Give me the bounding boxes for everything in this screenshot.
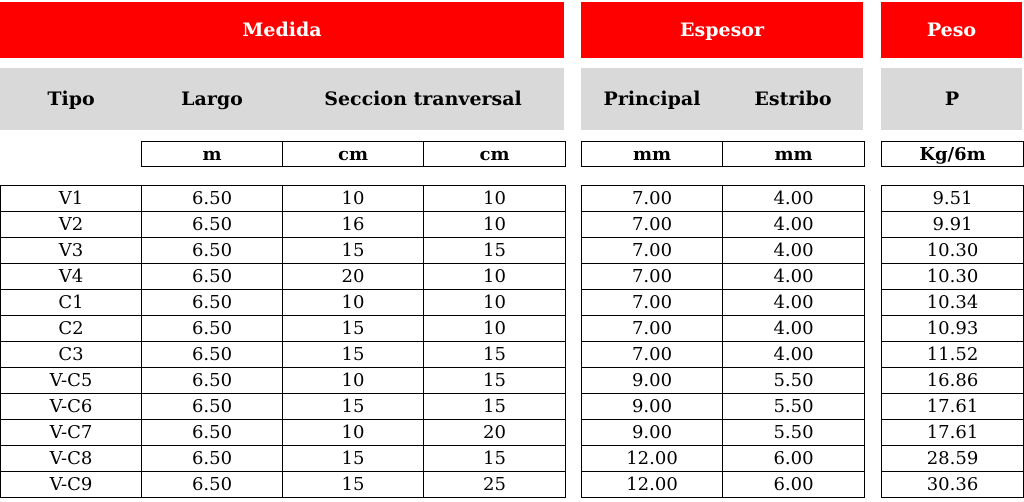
table-row (1, 186, 566, 212)
cell-seccion-a: 15 (283, 446, 424, 472)
cell-seccion-b: 25 (424, 472, 566, 498)
cell-peso: 10.30 (882, 264, 1024, 290)
cell-seccion-a: 15 (283, 472, 424, 498)
table-row (1, 342, 566, 368)
column-header-espesor-band (581, 68, 863, 130)
unit-seccion-a: cm (283, 142, 424, 167)
cell-estribo: 6.00 (723, 472, 865, 498)
group-header-espesor-label: Espesor (680, 19, 764, 41)
table-row (882, 264, 1024, 290)
table-row (882, 238, 1024, 264)
column-header-tipo: Tipo (47, 88, 95, 110)
unit-seccion-b: cm (424, 142, 566, 167)
cell-largo: 6.50 (142, 446, 283, 472)
cell-tipo: V1 (1, 186, 142, 212)
column-header-medida-band (0, 68, 564, 130)
unit-largo: m (142, 142, 283, 167)
cell-seccion-a: 15 (283, 394, 424, 420)
table-row (582, 186, 865, 212)
table-row (1, 394, 566, 420)
cell-seccion-a: 15 (283, 238, 424, 264)
cell-seccion-b: 20 (424, 420, 566, 446)
cell-seccion-b: 10 (424, 290, 566, 316)
cell-estribo: 4.00 (723, 238, 865, 264)
cell-seccion-a: 16 (283, 212, 424, 238)
cell-largo: 6.50 (142, 290, 283, 316)
cell-peso: 10.93 (882, 316, 1024, 342)
table-row (582, 264, 865, 290)
cell-tipo: V-C9 (1, 472, 142, 498)
cell-principal: 7.00 (582, 290, 723, 316)
group-header-peso (881, 2, 1022, 58)
data-table-peso (881, 185, 1024, 498)
cell-principal: 7.00 (582, 186, 723, 212)
cell-principal: 7.00 (582, 212, 723, 238)
units-row-medida (141, 141, 566, 167)
group-header-medida (0, 2, 564, 58)
table-row (1, 238, 566, 264)
unit-peso: Kg/6m (882, 142, 1024, 167)
cell-largo: 6.50 (142, 212, 283, 238)
cell-estribo: 5.50 (723, 420, 865, 446)
table-row (1, 446, 566, 472)
cell-principal: 7.00 (582, 238, 723, 264)
cell-principal: 7.00 (582, 316, 723, 342)
table-row (1, 212, 566, 238)
cell-seccion-b: 15 (424, 446, 566, 472)
column-header-peso-band (881, 68, 1022, 130)
cell-estribo: 5.50 (723, 368, 865, 394)
cell-peso: 16.86 (882, 368, 1024, 394)
cell-largo: 6.50 (142, 420, 283, 446)
cell-seccion-b: 15 (424, 238, 566, 264)
cell-principal: 12.00 (582, 472, 723, 498)
table-row (882, 290, 1024, 316)
cell-peso: 10.34 (882, 290, 1024, 316)
cell-peso: 9.91 (882, 212, 1024, 238)
table-row (882, 316, 1024, 342)
cell-largo: 6.50 (142, 368, 283, 394)
table-row (582, 212, 865, 238)
table-row (582, 316, 865, 342)
cell-largo: 6.50 (142, 264, 283, 290)
cell-largo: 6.50 (142, 472, 283, 498)
cell-seccion-a: 15 (283, 316, 424, 342)
table-row (1, 420, 566, 446)
table-row (882, 368, 1024, 394)
column-header-seccion: Seccion tranversal (324, 88, 522, 110)
cell-principal: 7.00 (582, 264, 723, 290)
table-row (882, 186, 1024, 212)
cell-seccion-b: 15 (424, 342, 566, 368)
cell-peso: 17.61 (882, 394, 1024, 420)
column-header-estribo: Estribo (754, 88, 832, 110)
cell-tipo: V3 (1, 238, 142, 264)
cell-tipo: V4 (1, 264, 142, 290)
group-header-espesor (581, 2, 863, 58)
table-row (582, 290, 865, 316)
cell-estribo: 4.00 (723, 186, 865, 212)
group-header-medida-label: Medida (242, 19, 322, 41)
cell-largo: 6.50 (142, 394, 283, 420)
cell-seccion-a: 10 (283, 368, 424, 394)
table-row (882, 420, 1024, 446)
data-table-espesor (581, 185, 865, 498)
cell-tipo: V-C8 (1, 446, 142, 472)
cell-tipo: C2 (1, 316, 142, 342)
table-row (582, 446, 865, 472)
cell-principal: 7.00 (582, 342, 723, 368)
table-row (882, 446, 1024, 472)
cell-tipo: V-C6 (1, 394, 142, 420)
cell-peso: 28.59 (882, 446, 1024, 472)
table-row (1, 290, 566, 316)
table-row (882, 212, 1024, 238)
table-row (1, 264, 566, 290)
column-header-principal: Principal (603, 88, 701, 110)
cell-tipo: V-C7 (1, 420, 142, 446)
cell-peso: 17.61 (882, 420, 1024, 446)
cell-principal: 9.00 (582, 420, 723, 446)
units-row-peso (881, 141, 1024, 167)
table-row (1, 368, 566, 394)
cell-peso: 11.52 (882, 342, 1024, 368)
cell-seccion-a: 20 (283, 264, 424, 290)
cell-tipo: C3 (1, 342, 142, 368)
cell-estribo: 4.00 (723, 342, 865, 368)
cell-largo: 6.50 (142, 342, 283, 368)
table-row (582, 420, 865, 446)
table-row (882, 472, 1024, 498)
unit-principal: mm (582, 142, 723, 167)
cell-seccion-b: 15 (424, 394, 566, 420)
cell-seccion-b: 10 (424, 186, 566, 212)
column-header-largo: Largo (181, 88, 243, 110)
cell-estribo: 4.00 (723, 316, 865, 342)
data-table-medida (0, 185, 566, 498)
table-row (582, 472, 865, 498)
cell-peso: 10.30 (882, 238, 1024, 264)
cell-estribo: 5.50 (723, 394, 865, 420)
cell-seccion-a: 15 (283, 342, 424, 368)
table-row (882, 394, 1024, 420)
cell-seccion-b: 10 (424, 264, 566, 290)
table-row (1, 316, 566, 342)
cell-largo: 6.50 (142, 316, 283, 342)
table-row (582, 394, 865, 420)
table-row (582, 238, 865, 264)
table-row (582, 368, 865, 394)
cell-estribo: 6.00 (723, 446, 865, 472)
cell-seccion-a: 10 (283, 290, 424, 316)
cell-tipo: C1 (1, 290, 142, 316)
table-row (882, 342, 1024, 368)
cell-seccion-b: 10 (424, 316, 566, 342)
cell-seccion-a: 10 (283, 186, 424, 212)
cell-largo: 6.50 (142, 238, 283, 264)
cell-seccion-b: 10 (424, 212, 566, 238)
cell-seccion-a: 10 (283, 420, 424, 446)
group-header-peso-label: Peso (926, 19, 977, 41)
table-row (1, 472, 566, 498)
cell-estribo: 4.00 (723, 212, 865, 238)
column-header-p: P (944, 88, 960, 110)
table-row (582, 342, 865, 368)
cell-tipo: V-C5 (1, 368, 142, 394)
cell-estribo: 4.00 (723, 264, 865, 290)
cell-principal: 12.00 (582, 446, 723, 472)
cell-estribo: 4.00 (723, 290, 865, 316)
cell-principal: 9.00 (582, 394, 723, 420)
cell-seccion-b: 15 (424, 368, 566, 394)
cell-largo: 6.50 (142, 186, 283, 212)
units-row-espesor (581, 141, 865, 167)
cell-tipo: V2 (1, 212, 142, 238)
unit-estribo: mm (723, 142, 865, 167)
cell-peso: 9.51 (882, 186, 1024, 212)
cell-peso: 30.36 (882, 472, 1024, 498)
cell-principal: 9.00 (582, 368, 723, 394)
